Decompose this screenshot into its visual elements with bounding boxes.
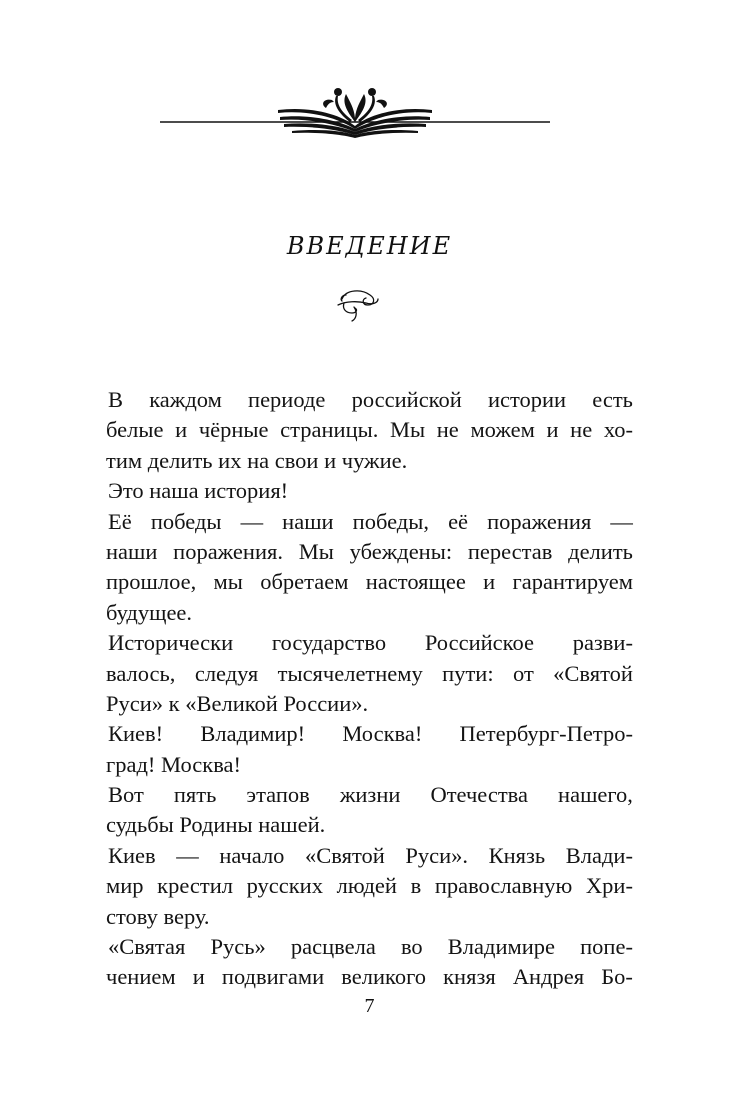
word: наши — [282, 508, 334, 534]
word: Мы — [390, 417, 426, 443]
word: поражения. — [173, 538, 283, 564]
word: периоде — [248, 387, 326, 412]
word: есть — [592, 387, 633, 412]
word: — — [176, 842, 199, 868]
word: Киев — [108, 842, 156, 868]
body-text — [108, 385, 633, 993]
word: наши — [106, 538, 158, 564]
word: Руси». — [405, 842, 469, 868]
text-line — [108, 841, 633, 871]
word: российской — [351, 387, 462, 412]
word: князя — [443, 964, 496, 990]
word: расцвела — [290, 934, 376, 960]
word: мы — [213, 569, 243, 595]
line-text: стову веру. — [106, 903, 210, 929]
word: во — [400, 934, 423, 960]
text-line — [108, 628, 633, 658]
text-line — [106, 962, 633, 992]
text-line — [106, 902, 633, 932]
word: и — [483, 569, 496, 595]
word: Влади- — [565, 842, 633, 868]
line-text — [108, 780, 633, 810]
line-text — [106, 659, 633, 689]
word: перестав — [467, 538, 553, 564]
word: гарантируем — [512, 569, 633, 595]
text-line — [106, 871, 633, 901]
line-text — [106, 567, 633, 597]
word: мир — [106, 873, 144, 899]
word: её — [448, 508, 469, 534]
text-line — [108, 385, 633, 415]
word: этапов — [246, 782, 310, 808]
word: чением — [106, 964, 176, 990]
line-text: град! Москва! — [106, 751, 242, 777]
word: убеждены: — [349, 538, 453, 564]
word: Владимире — [447, 934, 556, 960]
word: Её — [108, 508, 132, 534]
word: разви- — [572, 630, 633, 656]
text-line — [106, 689, 633, 719]
text-line — [106, 567, 633, 597]
text-line — [108, 476, 633, 506]
word: Хри- — [585, 873, 633, 899]
word: победы, — [352, 508, 429, 534]
word: истории — [487, 387, 567, 412]
word: Князь — [488, 842, 546, 868]
text-line — [108, 932, 633, 962]
word: Вот — [108, 782, 144, 808]
word: — — [610, 508, 633, 534]
word: каждом — [149, 387, 222, 412]
line-text — [108, 507, 633, 537]
word: пути: — [442, 660, 494, 686]
word: хо- — [603, 417, 633, 443]
line-text — [106, 871, 633, 901]
line-text: будущее. — [106, 599, 193, 625]
word: и — [192, 964, 205, 990]
text-line — [106, 659, 633, 689]
word: не — [570, 417, 593, 443]
chapter-title: ВВЕДЕНИЕ — [286, 232, 453, 260]
word: Андрея — [512, 964, 585, 990]
word: в — [410, 873, 422, 899]
line-text — [108, 841, 633, 871]
word: Отечества — [430, 782, 528, 808]
word: Петербург-Петро- — [459, 721, 633, 747]
word: государство — [271, 630, 387, 656]
word: Бо- — [601, 964, 633, 990]
word: белые — [106, 417, 164, 443]
word: крестил — [157, 873, 233, 899]
word: православную — [434, 873, 573, 899]
word: Русь» — [210, 934, 266, 960]
line-text — [108, 385, 633, 415]
word: обретаем — [260, 569, 349, 595]
text-line — [108, 780, 633, 810]
word: делить — [568, 538, 633, 564]
text-line — [106, 598, 633, 628]
word: не — [436, 417, 459, 443]
book-lotus-ornament-icon — [160, 80, 550, 150]
word: настоящее — [365, 569, 466, 595]
word: страницы. — [280, 417, 379, 443]
word: тысячелетнему — [277, 660, 423, 686]
word: начало — [219, 842, 285, 868]
word: В — [108, 387, 124, 412]
word: Российское — [424, 630, 534, 656]
word: Москва! — [342, 721, 423, 747]
word: можем — [470, 417, 535, 443]
text-line — [106, 537, 633, 567]
word: и — [175, 417, 188, 443]
word: русских — [246, 873, 323, 899]
word: великого — [341, 964, 426, 990]
word: и — [546, 417, 559, 443]
word: от — [512, 660, 534, 686]
line-text: Это наша история! — [108, 478, 289, 504]
line-text: тим делить их на свои и чужие. — [106, 447, 408, 473]
text-line — [106, 750, 633, 780]
word: «Святой — [553, 660, 633, 686]
line-text — [108, 628, 633, 658]
line-text — [108, 932, 633, 962]
word: «Святой — [305, 842, 385, 868]
word: пять — [173, 782, 217, 808]
word: победы — [150, 508, 222, 534]
line-text — [106, 415, 633, 445]
word: валось, — [106, 660, 176, 686]
word: нашего, — [558, 782, 633, 808]
line-text — [108, 719, 633, 749]
word: Владимир! — [200, 721, 306, 747]
word: поражения — [487, 508, 592, 534]
word: «Святая — [108, 934, 186, 960]
text-line — [106, 415, 633, 445]
word: следуя — [194, 660, 259, 686]
word: жизни — [339, 782, 401, 808]
word: людей — [336, 873, 397, 899]
word: Киев! — [108, 721, 164, 747]
word: Мы — [298, 538, 334, 564]
swirl-ornament-icon — [332, 283, 380, 323]
word: попе- — [580, 934, 633, 960]
text-line — [108, 507, 633, 537]
page-number: 7 — [364, 995, 375, 1017]
line-text: Руси» к «Великой России». — [106, 690, 369, 716]
line-text — [106, 962, 633, 992]
word: чёрные — [198, 417, 269, 443]
line-text — [106, 537, 633, 567]
text-line — [106, 446, 633, 476]
word: подвигами — [221, 964, 325, 990]
word: Исторически — [108, 630, 234, 656]
text-line — [108, 719, 633, 749]
word: — — [240, 508, 264, 534]
text-line — [106, 810, 633, 840]
line-text: судьбы Родины нашей. — [106, 812, 326, 838]
word: прошлое, — [106, 569, 197, 595]
